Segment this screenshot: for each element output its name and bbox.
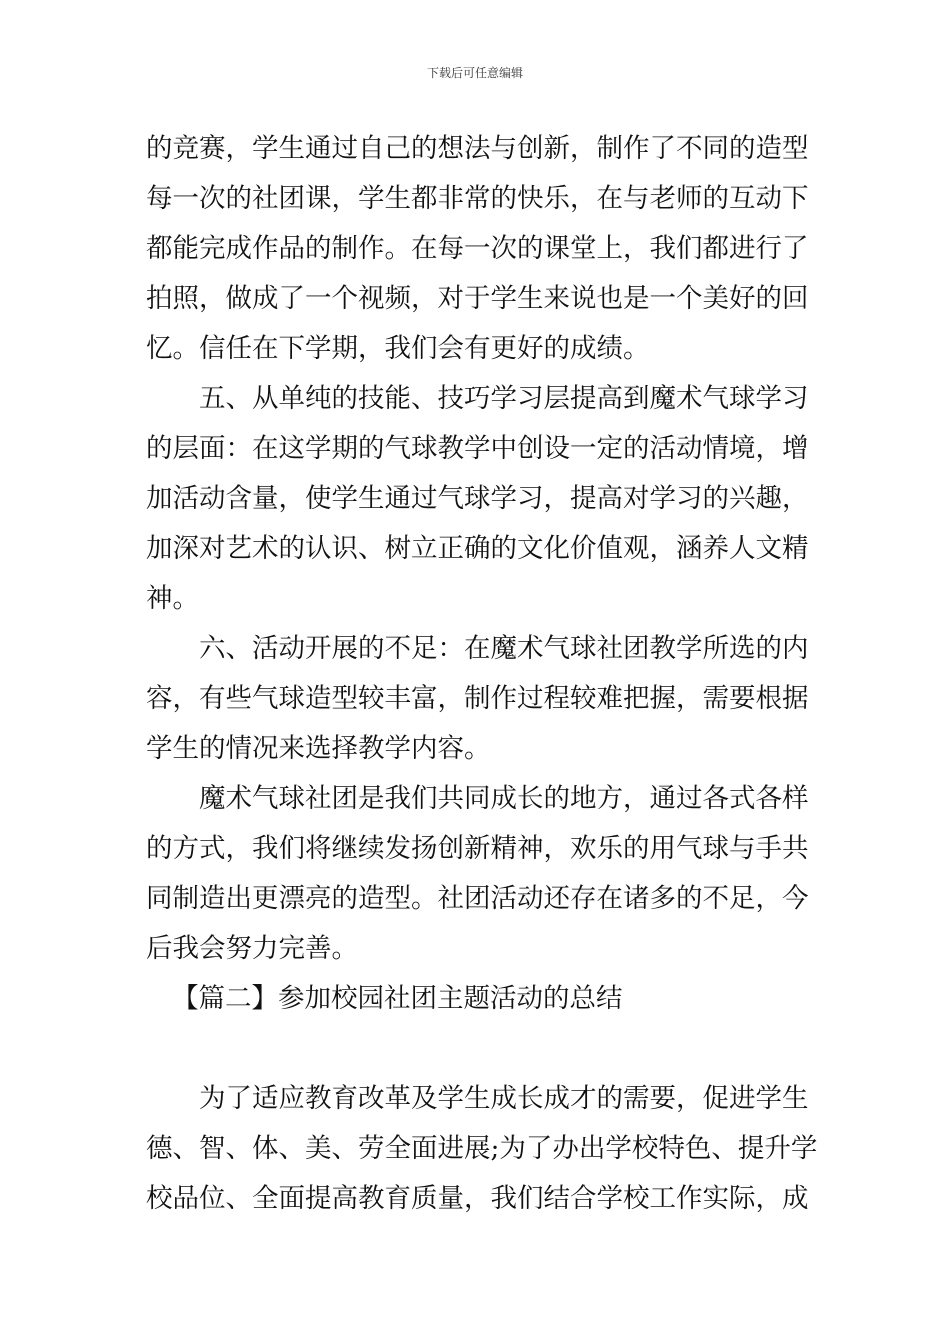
paragraph-first-line: 六、活动开展的不足：在魔术气球社团教学所选的内 (199, 633, 809, 664)
text-line: 的方式，我们将继续发扬创新精神，欢乐的用气球与手共 (146, 833, 809, 864)
text-line: 每一次的社团课，学生都非常的快乐，在与老师的互动下 (146, 183, 809, 214)
page-header: 下载后可任意编辑 (426, 66, 523, 80)
text-line: 德、智、体、美、劳全面进展;为了办出学校特色、提升学 (146, 1133, 818, 1164)
paragraph-first-line: 魔术气球社团是我们共同成长的地方，通过各式各样 (199, 783, 809, 814)
text-line: 的竞赛，学生通过自己的想法与创新，制作了不同的造型 (146, 133, 809, 164)
text-line: 神。 (146, 583, 199, 614)
text-line: 后我会努力完善。 (146, 933, 358, 964)
paragraph-first-line: 为了适应教育改革及学生成长成才的需要，促进学生 (199, 1083, 809, 1114)
text-line: 同制造出更漂亮的造型。社团活动还存在诸多的不足，今 (146, 883, 809, 914)
text-line: 学生的情况来选择教学内容。 (146, 733, 491, 764)
text-line: 的层面：在这学期的气球教学中创设一定的活动情境，增 (146, 433, 809, 464)
text-line: 忆。信任在下学期，我们会有更好的成绩。 (146, 333, 650, 364)
section-heading: 【篇二】参加校园社团主题活动的总结 (172, 983, 623, 1014)
text-line: 加活动含量，使学生通过气球学习，提高对学习的兴趣， (146, 483, 809, 514)
text-line: 容，有些气球造型较丰富，制作过程较难把握，需要根据 (146, 683, 809, 714)
text-line: 拍照，做成了一个视频，对于学生来说也是一个美好的回 (146, 283, 809, 314)
text-line: 加深对艺术的认识、树立正确的文化价值观，涵养人文精 (146, 533, 809, 564)
paragraph-first-line: 五、从单纯的技能、技巧学习层提高到魔术气球学习 (199, 383, 809, 414)
text-line: 都能完成作品的制作。在每一次的课堂上，我们都进行了 (146, 233, 809, 264)
text-line: 校品位、全面提高教育质量，我们结合学校工作实际，成 (146, 1183, 809, 1214)
